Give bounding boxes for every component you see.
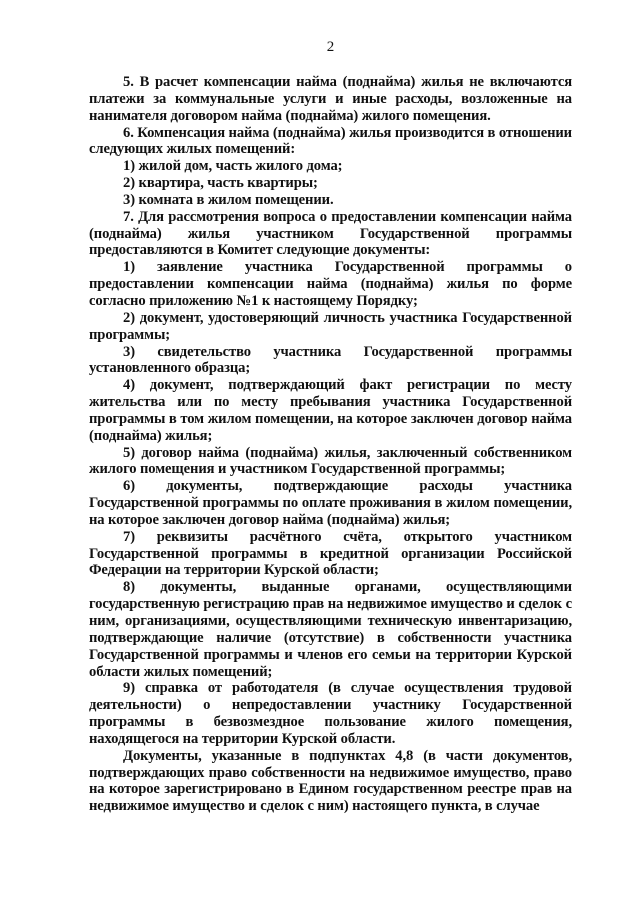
subitem-3-room: 3) комната в жилом помещении.: [123, 191, 334, 208]
doc-5-lease-contract: 5) договор найма (поднайма) жилья, заключенный собственником жилого помещения и участником Государственной программы;: [89, 444, 572, 478]
page-number: 2: [326, 39, 335, 55]
doc-4-registration: 4) документ, подтверждающий факт регистрации по месту жительства или по месту пребывания участника Государственной программы в том жилом помещении, на которое заключен договор найма (поднайма) жилья;: [89, 377, 572, 444]
subitem-2-apartment: 2) квартира, часть квартиры;: [123, 175, 318, 192]
paragraph-item-5: 5. В расчет компенсации найма (поднайма) жилья не включаются платежи за коммунальные услуги и иные расходы, возложенные на нанимателя договором найма (поднайма) жилого помещения.: [89, 74, 572, 124]
doc-1-application: 1) заявление участника Государственной программы о предоставлении компенсации найма (поднайма) жилья по форме согласно приложению №1 к настоящему Порядку;: [89, 259, 572, 309]
doc-2-identity: 2) документ, удостоверяющий личность участника Государственной программы;: [89, 309, 572, 343]
doc-7-bank-details: 7) реквизиты расчётного счёта, открытого участником Государственной программы в кредитной организации Российской Федерации на территории Курской области;: [89, 528, 572, 579]
doc-6-expenses: 6) документы, подтверждающие расходы участника Государственной программы по оплате проживания в жилом помещении, на которое заключен договор найма (поднайма) жилья;: [89, 478, 572, 528]
paragraph-item-7: 7. Для рассмотрения вопроса о предоставлении компенсации найма (поднайма) жилья участником Государственной программы предоставляются в Комитет следующие документы:: [89, 208, 572, 259]
doc-9-employer-certificate: 9) справка от работодателя (в случае осуществления трудовой деятельности) о непредоставлении участнику Государственной программы в безвозмездное пользование жилого помещения, находящегося на территории Курской области.: [89, 680, 572, 747]
documents-note: Документы, указанные в подпунктах 4,8 (в части документов, подтверждающих право собственности на недвижимое имущество, право на которое зарегистрировано в Едином государственном реестре прав на недвижимое имущество и сделок с ним) настоящего пункта, в случае: [89, 747, 572, 815]
paragraph-item-6: 6. Компенсация найма (поднайма) жилья производится в отношении следующих жилых помещений:: [89, 124, 572, 158]
document-body: [89, 74, 572, 815]
subitem-1-house: 1) жилой дом, часть жилого дома;: [123, 158, 343, 175]
doc-8-property-records: 8) документы, выданные органами, осуществляющими государственную регистрацию прав на недвижимое имущество и сделок с ним, организациями, осуществляющими техническую инвентаризацию, подтверждающие наличие (отсутствие) в собственности участника Государственной программы и членов его семьи на территории Курской области жилых помещений;: [89, 579, 572, 680]
doc-3-certificate: 3) свидетельство участника Государственной программы установленного образца;: [89, 343, 572, 377]
